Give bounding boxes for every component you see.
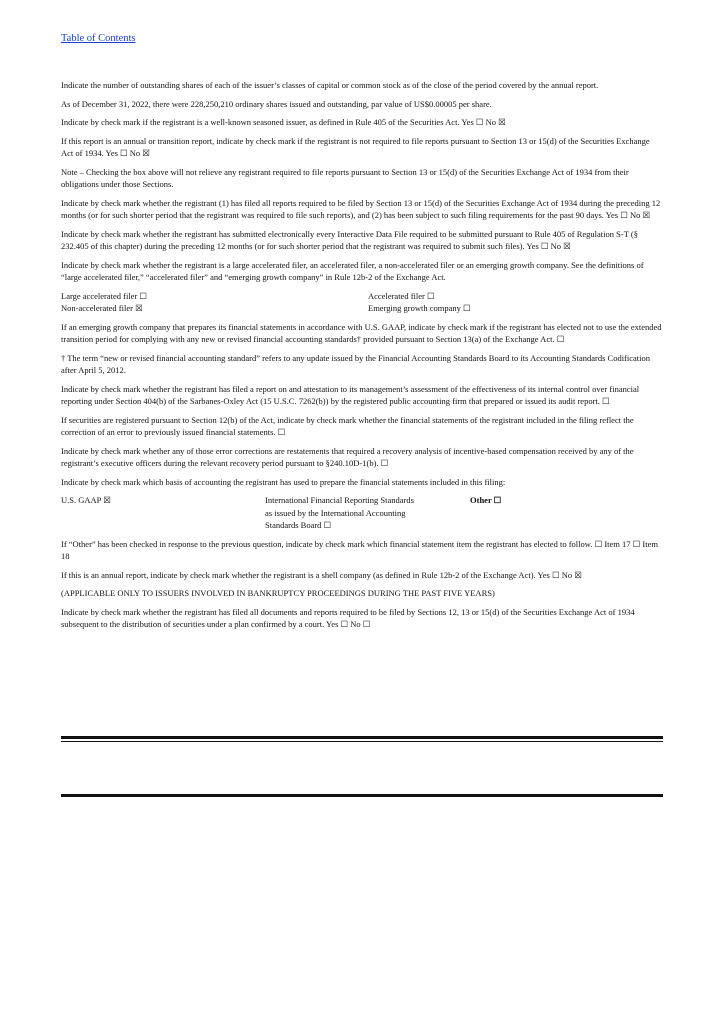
ifrs-label-line-2: as issued by the International Accounting — [265, 507, 406, 518]
table-of-contents-link[interactable]: Table of Contents — [61, 33, 136, 44]
filed-all-reports-question: Indicate by check mark whether the registrant (1) has filed all reports required to be filed by Section 13 or 15(d) of the Securities Exchange Act of 1934 during the preceding 12 months (or for such shorter period that the registrant was required to file such reports), and (2) has been subject to such filing requirements for the past 90 days. Yes ☐ No ☒ — [61, 197, 661, 220]
cover-page-content — [61, 79, 663, 637]
shell-company-question: If this is an annual report, indicate by check mark whether the registrant is a shell company (as defined in Rule 12b-2 of the Exchange Act). Yes ☐ No ☒ — [61, 569, 582, 580]
section-divider-thin — [61, 741, 663, 742]
interactive-data-file-question: Indicate by check mark whether the registrant has submitted electronically every Interactive Data File required to be submitted pursuant to Rule 405 of Regulation S-T (§ 232.405 of this chapter) during the preceding 12 months (or for such shorter period that the registrant was required to submit such files). Yes ☐ No ☒ — [61, 228, 638, 251]
ifrs-option[interactable] — [265, 494, 470, 532]
well-known-seasoned-issuer-question: Indicate by check mark if the registrant is a well-known seasoned issuer, as defined in Rule 405 of the Securities Act. Yes ☐ No ☒ — [61, 117, 506, 127]
filer-status-grid — [61, 290, 663, 315]
error-correction-question: If securities are registered pursuant to Section 12(b) of the Act, indicate by check mark whether the financial statements of the registrant included in the filing reflect the correction of an error to previously issued financial statements. ☐ — [61, 414, 634, 437]
shares-outstanding-statement: As of December 31, 2022, there were 228,250,210 ordinary shares issued and outstanding, par value of US$0.00005 per share. — [61, 98, 492, 109]
non-accelerated-filer-option[interactable]: Non-accelerated filer ☒ — [61, 303, 143, 313]
accounting-standard-footnote: † The term “new or revised financial accounting standard” refers to any update issued by the Financial Accounting Standards Board to its Accounting Standards Codification after April 5, 2012. — [61, 352, 651, 375]
other-item-election-question: If “Other” has been checked in response to the previous question, indicate by check mark which financial statement item the registrant has elected to follow. ☐ Item 17 ☐ Item 18 — [61, 538, 658, 561]
us-gaap-option[interactable]: U.S. GAAP ☒ — [61, 495, 111, 505]
not-required-to-file-question: If this report is an annual or transition report, indicate by check mark if the registrant is not required to file reports pursuant to Section 13 or 15(d) of the Securities Exchange Act of 1934. Yes ☐ No ☒ — [61, 135, 650, 158]
accelerated-filer-option[interactable]: Accelerated filer ☐ — [368, 290, 435, 301]
internal-control-attestation-question: Indicate by check mark whether the registrant has filed a report on and attestation to its management’s assessment of the effectiveness of its internal control over financial reporting under Section 404(b) of the Sarbanes-Oxley Act (15 U.S.C. 7262(b)) by the registered public accounting firm that prepared or issued its audit report. ☐ — [61, 383, 640, 406]
emerging-growth-company-option[interactable]: Emerging growth company ☐ — [368, 303, 471, 313]
ifrs-label-line-1: International Financial Reporting Standards — [265, 495, 414, 505]
checking-box-note: Note – Checking the box above will not relieve any registrant required to file reports pursuant to Section 13 or 15(d) of the Securities Exchange Act of 1934 from their obligations under those Sections. — [61, 166, 629, 189]
outstanding-shares-instruction: Indicate the number of outstanding shares of each of the issuer’s classes of capital or common stock as of the close of the period covered by the annual report. — [61, 80, 599, 90]
large-accelerated-filer-option[interactable]: Large accelerated filer ☐ — [61, 290, 148, 301]
extended-transition-period-question: If an emerging growth company that prepares its financial statements in accordance with U.S. GAAP, indicate by check mark if the registrant has elected not to use the extended transition period for complying with any new or revised financial accounting standards† provided pursuant to Section 13(a) of the Exchange Act. ☐ — [61, 321, 662, 344]
filer-status-instruction: Indicate by check mark whether the registrant is a large accelerated filer, an accelerated filer, a non-accelerated filer or an emerging growth company. See the definitions of “large accelerated filer,” “accelerated filer” and “emerging growth company” in Rule 12b-2 of the Exchange Act. — [61, 259, 644, 282]
basis-of-accounting-options — [61, 494, 663, 532]
restatement-recovery-question: Indicate by check mark whether any of those error corrections are restatements that required a recovery analysis of incentive-based compensation received by any of the registrant’s executive officers during the relevant recovery period pursuant to §240.10D-1(b). ☐ — [61, 445, 634, 468]
basis-of-accounting-question: Indicate by check mark which basis of accounting the registrant has used to prepare the financial statements included in this filing: — [61, 476, 506, 487]
page-footer-divider — [61, 794, 663, 797]
bankruptcy-filings-question: Indicate by check mark whether the registrant has filed all documents and reports required to be filed by Sections 12, 13 or 15(d) of the Securities Exchange Act of 1934 subsequent to the distribution of securities under a plan confirmed by a court. Yes ☐ No ☐ — [61, 606, 635, 629]
other-basis-option[interactable]: Other ☐ — [470, 495, 502, 505]
section-divider-thick — [61, 736, 663, 739]
ifrs-label-line-3: Standards Board ☐ — [265, 520, 332, 530]
bankruptcy-heading: (APPLICABLE ONLY TO ISSUERS INVOLVED IN BANKRUPTCY PROCEEDINGS DURING THE PAST FIVE YEARS) — [61, 588, 495, 598]
